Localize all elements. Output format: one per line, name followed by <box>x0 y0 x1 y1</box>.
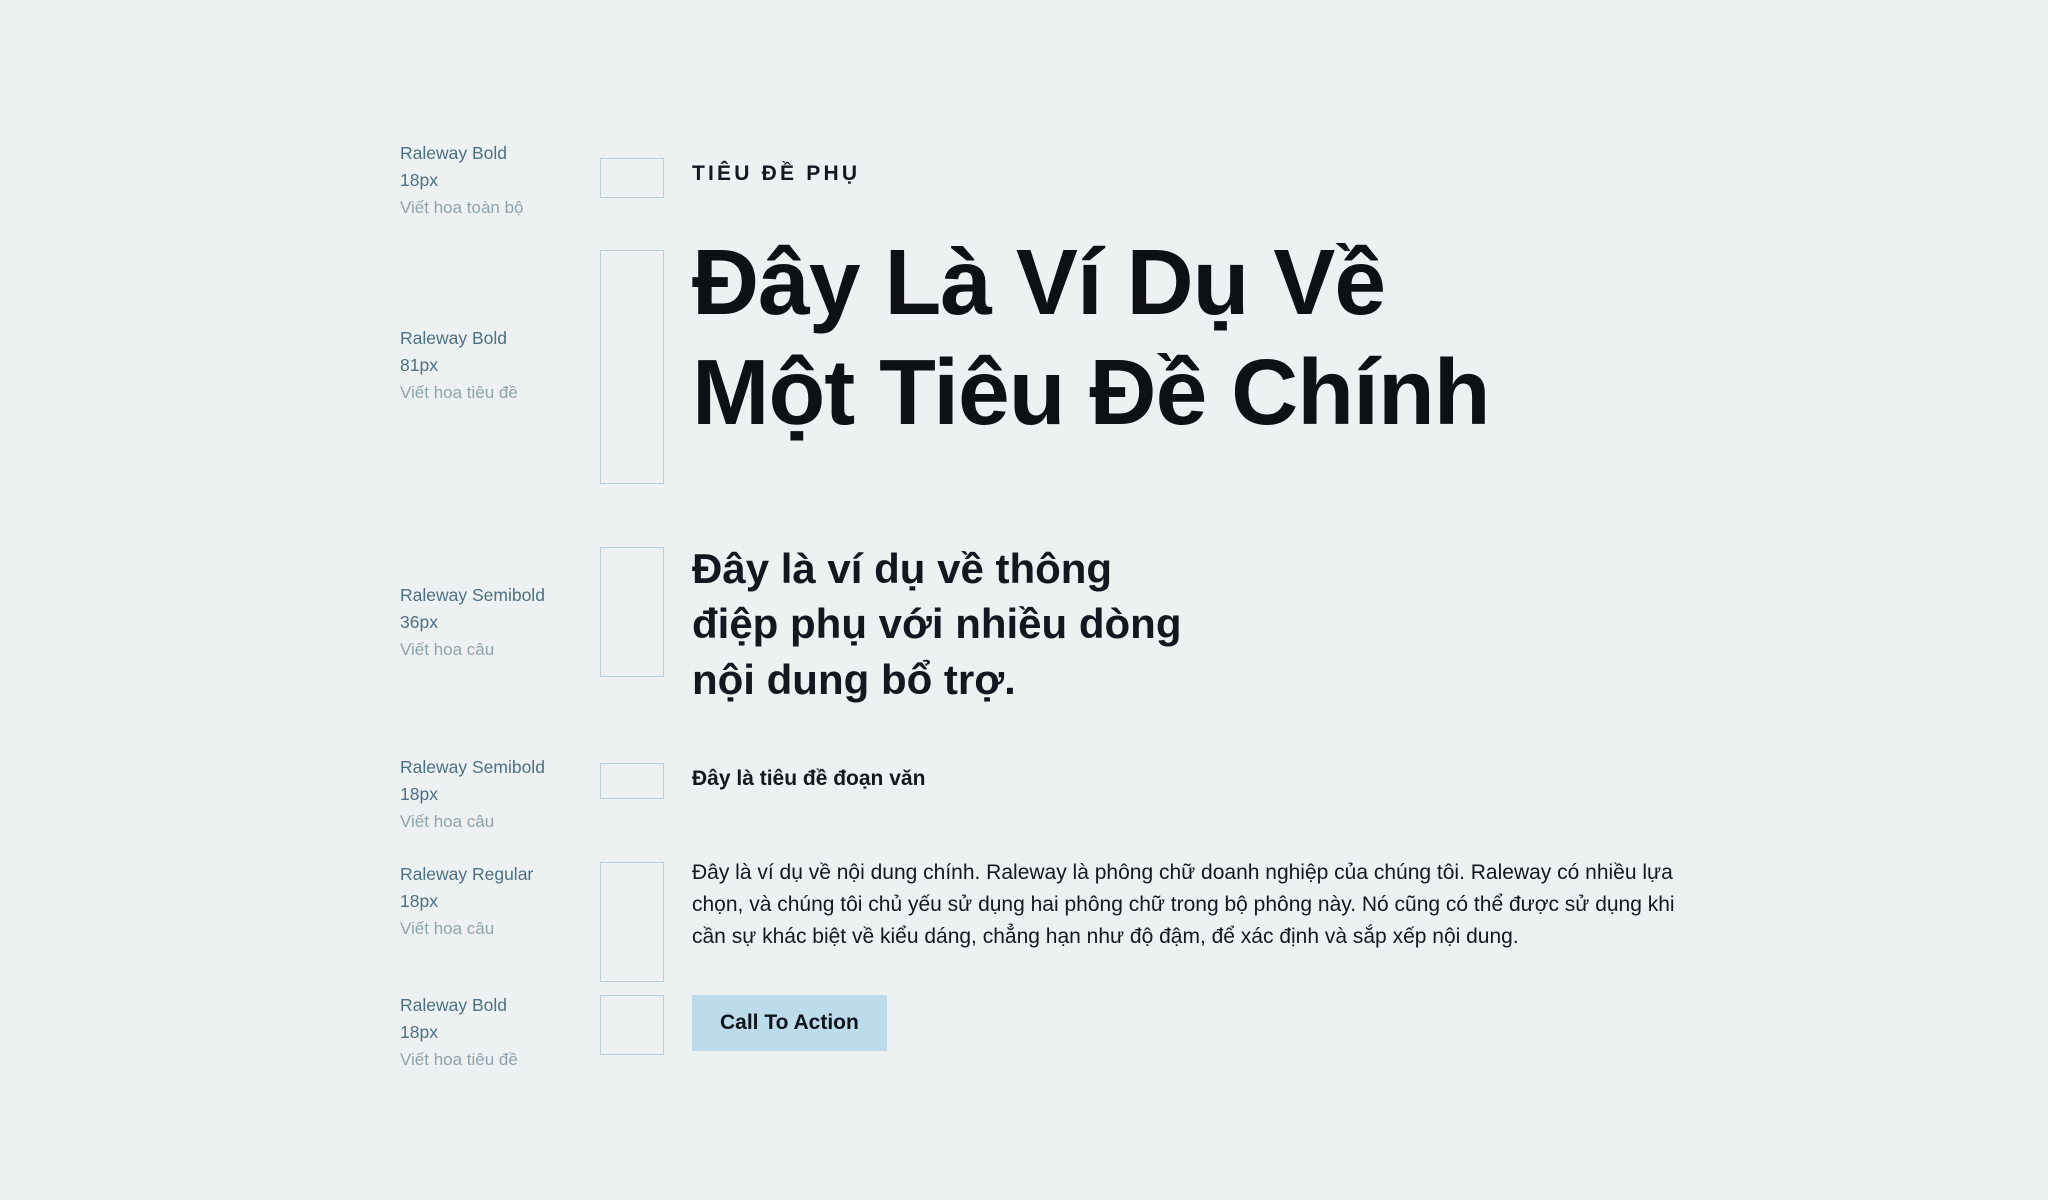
spec-font-size: 36px <box>400 612 438 632</box>
measure-box-eyebrow <box>600 158 664 198</box>
spec-row-eyebrow <box>400 140 860 221</box>
subhead-content <box>692 535 1181 707</box>
spec-annotation-headline <box>400 250 600 406</box>
spec-font-case: Viết hoa tiêu đề <box>400 1050 518 1069</box>
spec-font-family: Raleway Semibold <box>400 585 545 605</box>
subhead-line-3: nội dung bổ trợ. <box>692 655 1016 703</box>
eyebrow-text: TIÊU ĐỀ PHỤ <box>692 162 861 185</box>
measure-box-paragraph-heading <box>600 763 664 799</box>
spec-font-size: 18px <box>400 1022 438 1042</box>
spec-font-case: Viết hoa câu <box>400 919 495 938</box>
spec-row-subhead <box>400 535 1181 707</box>
spec-font-case: Viết hoa câu <box>400 640 495 659</box>
headline-line-1: Đây Là Ví Dụ Về <box>692 230 1386 334</box>
spec-font-size: 18px <box>400 170 438 190</box>
headline-content <box>692 230 1490 447</box>
spec-annotation-subhead <box>400 535 600 663</box>
body-copy-text: Đây là ví dụ về nội dung chính. Raleway là phông chữ doanh nghiệp của chúng tôi. Raleway có nhiều lựa chọn, và chúng tôi chủ yếu sử dụng hai phông chữ trong bộ phông này. Nó cũng có thể được sử dụng khi cần sự khác biệt về kiểu dáng, chẳng hạn như độ đậm, để xác định và sắp xếp nội dung. <box>692 861 1675 948</box>
spec-row-cta <box>400 988 887 1073</box>
call-to-action-button[interactable]: Call To Action <box>692 995 887 1051</box>
spec-font-family: Raleway Bold <box>400 328 507 348</box>
spec-annotation-body-copy <box>400 857 600 942</box>
body-copy-content <box>692 857 1682 974</box>
spec-font-size: 81px <box>400 355 438 375</box>
headline-line-2: Một Tiêu Đề Chính <box>692 339 1490 444</box>
eyebrow-content <box>692 140 860 186</box>
spec-font-family: Raleway Semibold <box>400 757 545 777</box>
subhead-line-1: Đây là ví dụ về thông <box>692 545 1113 592</box>
spec-row-body-copy <box>400 857 1682 982</box>
spec-font-size: 18px <box>400 891 438 911</box>
spec-annotation-cta <box>400 988 600 1073</box>
paragraph-heading-content <box>692 750 925 791</box>
spec-font-case: Viết hoa tiêu đề <box>400 383 518 402</box>
paragraph-heading-text: Đây là tiêu đề đoạn văn <box>692 767 926 790</box>
spec-font-size: 18px <box>400 784 438 804</box>
spec-row-headline <box>400 230 1490 484</box>
spec-font-case: Viết hoa câu <box>400 812 495 831</box>
spec-font-family: Raleway Regular <box>400 864 534 884</box>
subhead-line-2: điệp phụ với nhiều dòng <box>692 600 1182 648</box>
spec-font-family: Raleway Bold <box>400 143 507 163</box>
spec-row-paragraph-heading <box>400 750 925 835</box>
spec-annotation-eyebrow <box>400 140 600 221</box>
measure-box-cta <box>600 995 664 1055</box>
cta-content <box>692 988 887 1051</box>
measure-box-body-copy <box>600 862 664 982</box>
spec-font-case: Viết hoa toàn bộ <box>400 198 524 217</box>
spec-annotation-paragraph-heading <box>400 750 600 835</box>
spec-font-family: Raleway Bold <box>400 995 507 1015</box>
measure-box-headline <box>600 250 664 484</box>
measure-box-subhead <box>600 547 664 677</box>
